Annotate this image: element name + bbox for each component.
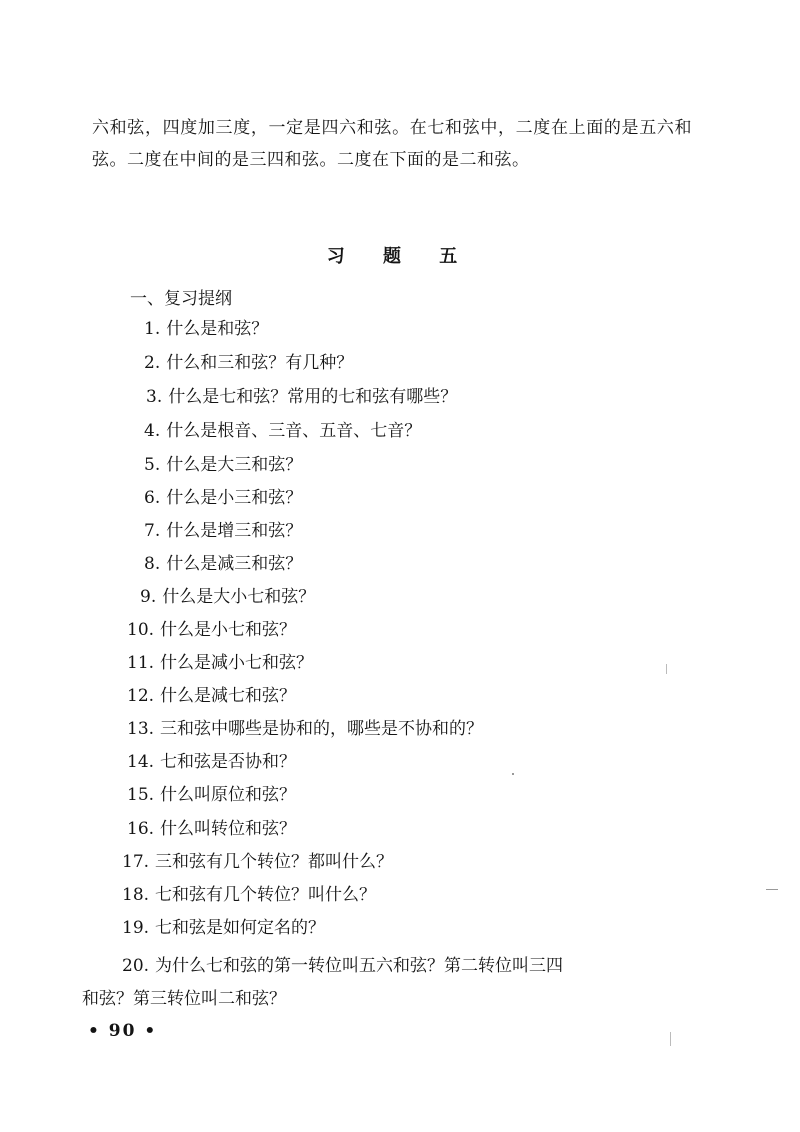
question-text: 三和弦有几个转位？都叫什么？ — [155, 852, 394, 872]
question-number: 13. — [127, 719, 155, 739]
question-number: 19. — [122, 918, 150, 938]
question-number: 3. — [146, 387, 163, 407]
question-number: 4. — [144, 421, 161, 441]
question-item — [146, 383, 457, 411]
question-number: 14. — [127, 752, 155, 772]
question-item — [144, 349, 353, 377]
question-number: 8. — [144, 554, 161, 574]
question-number: 1. — [144, 319, 161, 339]
question-item — [127, 781, 296, 809]
question-item — [144, 451, 302, 479]
question-number: 16. — [127, 819, 155, 839]
question-text: 什么是小七和弦？ — [160, 620, 297, 640]
question-item — [144, 517, 302, 545]
question-number: 18. — [122, 885, 150, 905]
page-number: • 90 • — [88, 1021, 158, 1041]
question-item — [144, 550, 302, 578]
question-item — [122, 881, 376, 909]
question-number: 12. — [127, 686, 155, 706]
scan-mark — [670, 1032, 671, 1046]
question-text: 什么是减小七和弦？ — [160, 653, 314, 673]
question-continuation: 和弦？第三转位叫二和弦？ — [82, 989, 286, 1009]
question-number: 10. — [127, 620, 155, 640]
question-item — [122, 952, 563, 980]
scan-mark — [766, 889, 778, 890]
question-number: 5. — [144, 455, 161, 475]
question-item — [140, 583, 315, 611]
section-title: 习 题 五 — [326, 246, 474, 267]
question-text: 什么是减三和弦？ — [166, 554, 303, 574]
question-item — [127, 649, 313, 677]
question-text: 什么和三和弦？有几种？ — [166, 353, 354, 373]
question-item — [127, 815, 296, 843]
question-number: 17. — [122, 852, 150, 872]
scan-mark — [666, 664, 667, 674]
question-number: 9. — [140, 587, 157, 607]
question-text: 三和弦中哪些是协和的，哪些是不协和的？ — [160, 719, 484, 739]
question-text: 七和弦是如何定名的？ — [155, 918, 326, 938]
question-item — [144, 484, 302, 512]
question-number: 20. — [122, 956, 150, 976]
question-item — [127, 616, 296, 644]
question-text: 什么是大三和弦？ — [166, 455, 303, 475]
question-item — [122, 914, 325, 942]
question-text: 什么叫转位和弦？ — [160, 819, 297, 839]
question-text: 七和弦有几个转位？叫什么？ — [155, 885, 377, 905]
question-item — [144, 417, 421, 445]
question-number: 7. — [144, 521, 161, 541]
question-text: 什么叫原位和弦？ — [160, 785, 297, 805]
question-text: 为什么七和弦的第一转位叫五六和弦？第二转位叫三四 — [155, 956, 564, 976]
question-item — [144, 315, 268, 343]
question-item — [127, 748, 296, 776]
question-text: 什么是大小七和弦？ — [162, 587, 316, 607]
question-text: 什么是根音、三音、五音、七音？ — [166, 421, 422, 441]
question-number: 6. — [144, 488, 161, 508]
question-text: 什么是和弦？ — [166, 319, 269, 339]
question-item — [127, 715, 483, 743]
outline-heading: 一、复习提纲 — [130, 289, 232, 309]
question-text: 什么是七和弦？常用的七和弦有哪些？ — [168, 387, 458, 407]
question-text: 什么是增三和弦？ — [166, 521, 303, 541]
scan-mark — [512, 773, 514, 775]
intro-paragraph: 六和弦，四度加三度，一定是四六和弦。在七和弦中，二度在上面的是五六和弦。二度在中间的是三四和弦。二度在下面的是二和弦。 — [92, 118, 692, 170]
question-item — [127, 682, 296, 710]
question-text: 什么是小三和弦？ — [166, 488, 303, 508]
question-text: 七和弦是否协和？ — [160, 752, 297, 772]
question-text: 什么是减七和弦？ — [160, 686, 297, 706]
question-number: 15. — [127, 785, 155, 805]
question-item — [122, 848, 393, 876]
question-number: 11. — [127, 653, 155, 673]
question-number: 2. — [144, 353, 161, 373]
